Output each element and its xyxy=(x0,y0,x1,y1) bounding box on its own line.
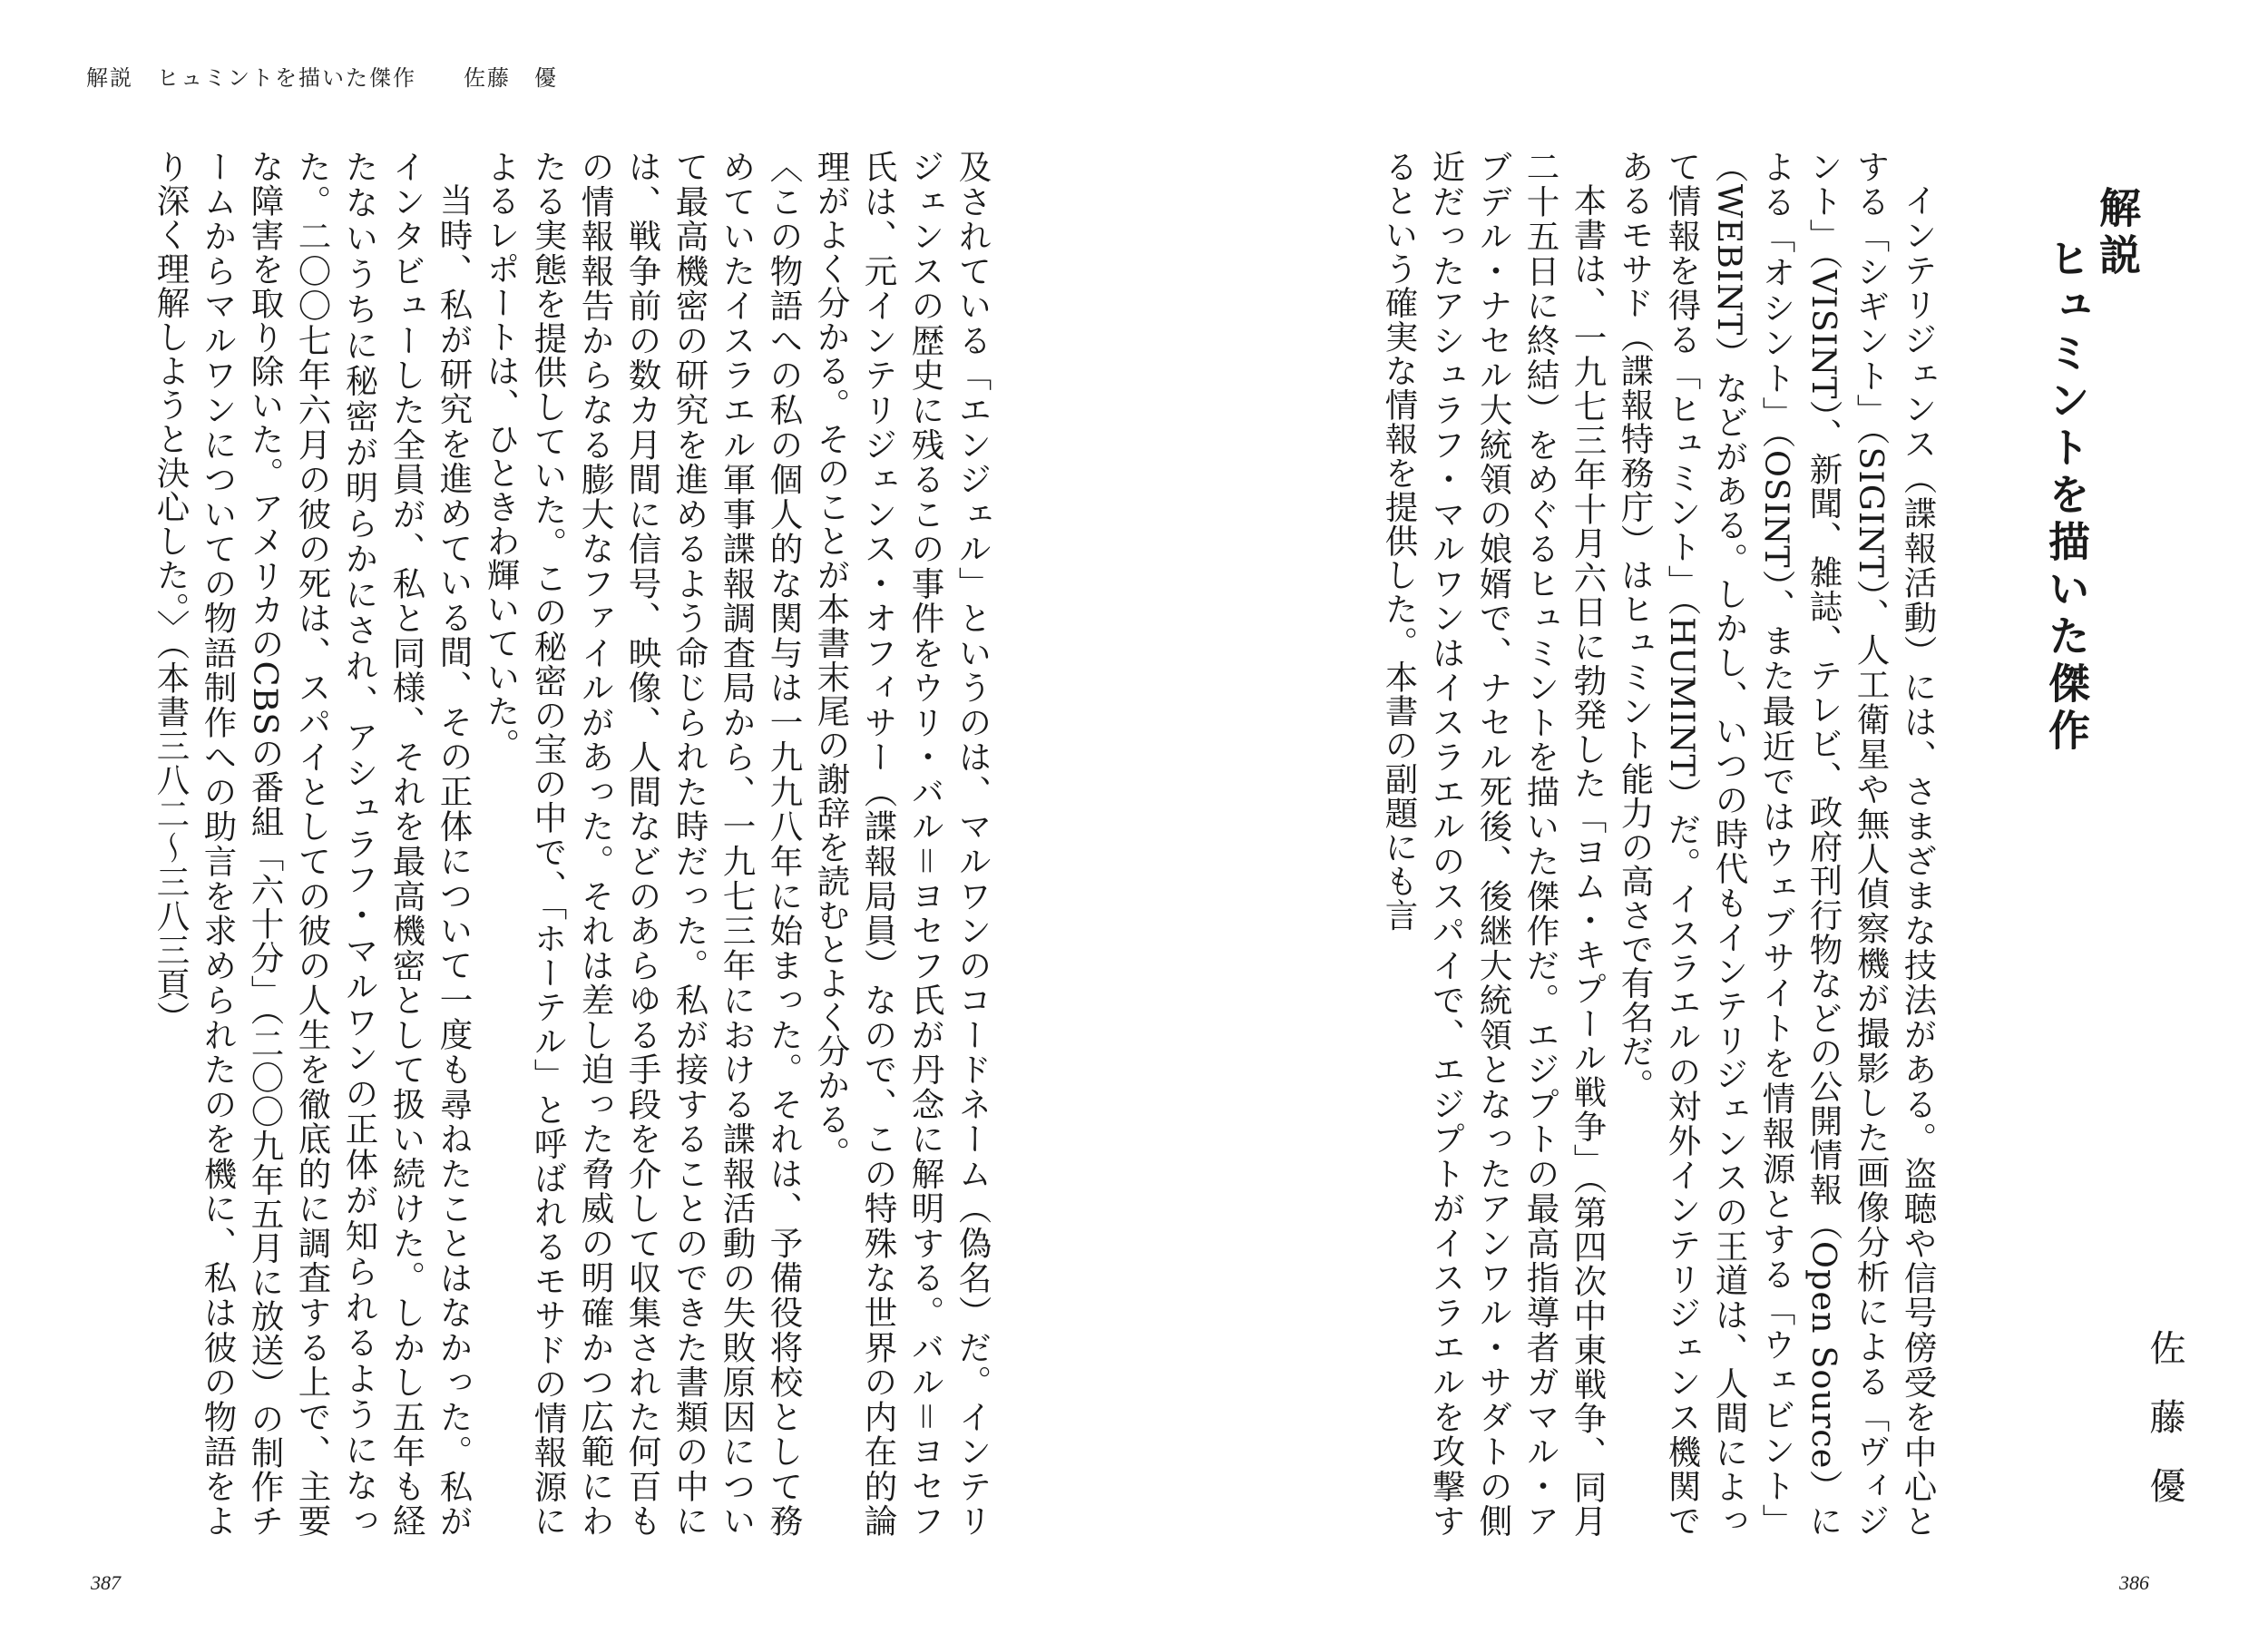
body-paragraph: 本書は、一九七三年十月六日に勃発した「ヨム・キプール戦争」（第四次中東戦争、同月二十五日に終結）をめぐるヒュミントを描いた傑作だ。エジプトの最高指導者ガマル・アブデル・ナセル大統領の娘婿で、ナセル死後、後継大統領となったアンワル・サダトの側近だったアシュラフ・マルワンはイスラエルのスパイで、エジプトがイスラエルを攻撃するという確実な情報を提供した。本書の副題にも言 xyxy=(1380,150,1608,1538)
body-paragraph: 及されている「エンジェル」というのは、マルワンのコードネーム（偽名）だ。インテリジェンスの歴史に残るこの事件をウリ・バル＝ヨセフ氏が丹念に解明する。バル＝ヨセフ氏は、元インテリジェンス・オフィサー（諜報局員）なので、この特殊な世界の内在的論理がよく分かる。そのことが本書末尾の謝辞を読むとよく分かる。 xyxy=(812,150,992,1538)
quoted-paragraph: 当時、私が研究を進めている間、その正体について一度も尋ねたことはなかった。私がインタビューした全員が、私と同様、それを最高機密として扱い続けた。しかし五年も経たないうちに秘密が明らかにされ、アシュラフ・マルワンの正体が知られるようになった。二〇〇七年六月の彼の死は、スパイとしての彼の人生を徹底的に調査する上で、主要な障害を取り除いた。アメリカのCBSの番組「六十分」（二〇〇九年五月に放送）の制作チームからマルワンについての物語制作への助言を求められたのを機に、私は彼の物語をより深く理解しようと決心した。〉（本書三八二〜三八三頁） xyxy=(152,150,474,1538)
page-number-left: 387 xyxy=(91,1571,121,1594)
running-head: 解説 ヒュミントを描いた傑作 佐藤 優 xyxy=(86,65,558,91)
quoted-paragraph: 〈この物語への私の個人的な関与は一九九八年に始まった。それは、予備役将校として務めていたイスラエル軍事諜報調査局から、一九七三年における諜報活動の失敗原因について最高機密の研究を進めるよう命じられた時だった。私が接することのできた書類の中には、戦争前の数カ月間に信号、映像、人間などのあらゆる手段を介して収集された何百もの情報報告からなる膨大なファイルがあった。それは差し迫った脅威の明確かつ広範にわたる実態を提供していた。この秘密の宝の中で、「ホーテル」と呼ばれるモサドの情報源によるレポートは、ひときわ輝いていた。 xyxy=(482,150,804,1538)
author-name: 佐藤優 xyxy=(2144,1329,2185,1536)
left-page-body xyxy=(134,150,996,1538)
chapter-title xyxy=(2041,186,2143,756)
body-paragraph: インテリジェンス（諜報活動）には、さまざまな技法がある。盗聴や信号傍受を中心とする「シギント」（SIGINT）、人工衛星や無人偵察機が撮影した画像分析による「ヴィジント」（VISINT）、新聞、雑誌、テレビ、政府刊行物などの公開情報（Open Source）による「オシント」（OSINT）、また最近ではウェブサイトを情報源とする「ウェビント」（WEBINT）などがある。しかし、いつの時代もインテリジェンスの王道は、人間によって情報を得る「ヒュミント」（HUMINT）だ。イスラエルの対外インテリジェンス機関であるモサド（諜報特務庁）はヒュミント能力の高さで有名だ。 xyxy=(1616,150,1938,1538)
page-number-right: 386 xyxy=(2119,1571,2149,1594)
right-page-body xyxy=(1261,150,1941,1538)
right-page xyxy=(1134,0,2268,1633)
title-label: 解説 xyxy=(2093,186,2142,280)
title-text: ヒュミントを描いた傑作 xyxy=(2042,237,2091,756)
